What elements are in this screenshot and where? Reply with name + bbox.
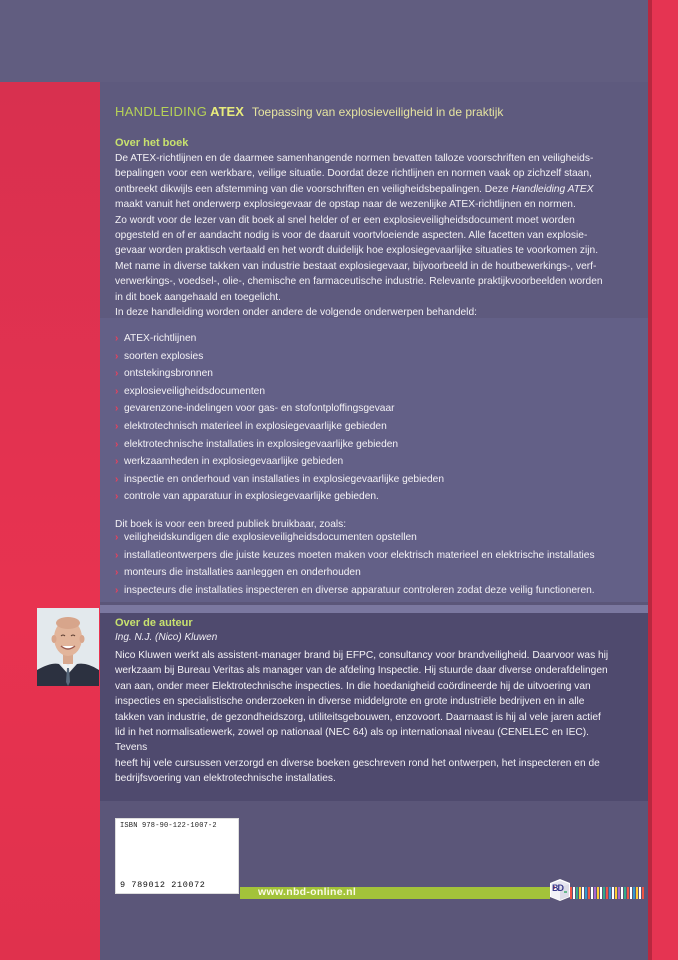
book-title-italic: Handleiding ATEX: [511, 183, 594, 195]
bullet-arrow-icon: ›: [115, 368, 119, 380]
topic-item: [115, 365, 620, 383]
audience-item-text: installatieontwerpers die juiste keuzes moeten maken voor elektrisch materieel en elektrische installaties: [124, 549, 595, 561]
topic-item: [115, 418, 620, 436]
about-book-line: [115, 182, 620, 197]
topic-item: [115, 383, 620, 401]
about-book-line: bepalingen voor een werkbare, veilige situatie. Doordat deze richtlijnen en normen vaak op zichzelf staan,: [115, 168, 592, 180]
bullet-arrow-icon: ›: [115, 473, 119, 485]
decorative-color-stripe: [570, 887, 646, 899]
topic-item-text: inspectie en onderhoud van installaties in explosiegevaarlijke gebieden: [124, 473, 444, 485]
topic-item: [115, 330, 620, 348]
audience-item: [115, 582, 620, 600]
audience-item-text: inspecteurs die installaties inspecteren en diverse apparatuur controleren zodat deze veilig functioneren.: [124, 584, 595, 596]
spine-edge: [648, 0, 652, 960]
topic-item-text: elektrotechnische installaties in explosiegevaarlijke gebieden: [124, 438, 399, 450]
barcode-digits: 9 789012 210072: [120, 880, 206, 890]
topic-item-text: controle van apparatuur in explosiegevaarlijke gebieden.: [124, 491, 379, 503]
left-red-gradient: [0, 82, 100, 960]
about-book-heading: Over het boek: [115, 137, 189, 149]
about-author-line: lid in het normalisatiewerk, zowel op nationaal (NEC 64) als op internationaal niveau (CENELEC en IEC). Tevens: [115, 727, 589, 754]
about-author-text: [115, 648, 620, 787]
audience-item-text: veiligheidskundigen die explosieveiligheidsdocumenten opstellen: [124, 532, 417, 543]
about-author-heading: Over de auteur: [115, 617, 193, 629]
about-book-line-part: ontbreekt dikwijls een afstemming van die voorschriften en veiligheidsbepalingen. Deze Handleiding ATEX: [115, 183, 594, 195]
about-author-line: bedrijfsvoering van elektrotechnische installaties.: [115, 773, 336, 785]
bullet-arrow-icon: ›: [115, 491, 119, 503]
bullet-arrow-icon: ›: [115, 420, 119, 432]
isbn-barcode: [115, 818, 239, 894]
author-separator: [100, 605, 648, 613]
bullet-arrow-icon: ›: [115, 350, 119, 362]
topic-item: [115, 453, 620, 471]
topics-list: [115, 330, 620, 506]
about-book-line: De ATEX-richtlijnen en de daarmee samenhangende normen bevatten talloze voorschriften en veiligheids-: [115, 153, 594, 164]
bullet-arrow-icon: ›: [115, 333, 119, 344]
bullet-arrow-icon: ›: [115, 385, 119, 397]
isbn-text: ISBN 978-90-122-1007-2: [120, 822, 217, 830]
topic-item-text: explosieveiligheidsdocumenten: [124, 385, 266, 397]
topic-item-text: ATEX-richtlijnen: [124, 333, 197, 344]
author-name: Ing. N.J. (Nico) Kluwen: [115, 632, 218, 643]
about-author-line: takken van industrie, de gezondheidszorg, utiliteitsgebouwen, enzovoort. Daarnaast is hij al vele jaren actief: [115, 711, 601, 723]
barcode-bars: [122, 832, 232, 878]
about-book-line: in dit boek aangehaald en toegelicht.: [115, 291, 281, 303]
topic-item: [115, 348, 620, 366]
spine-red-band: [648, 0, 678, 960]
topic-item: [115, 400, 620, 418]
about-book-text: [115, 151, 620, 320]
topic-item-text: ontstekingsbronnen: [124, 368, 213, 380]
bullet-arrow-icon: ›: [115, 438, 119, 450]
about-book-line: Zo wordt voor de lezer van dit boek al snel helder of er een explosieveiligheidsdocument moet worden: [115, 214, 575, 226]
topic-item-text: elektrotechnisch materieel in explosiegevaarlijke gebieden: [124, 420, 387, 432]
about-author-line: werkzaam bij Bureau Veritas als manager van de afdeling Inspectie. Hij stuurde daar diverse onderafdelingen: [115, 665, 608, 677]
bullet-arrow-icon: ›: [115, 549, 119, 561]
author-photo: [37, 608, 99, 686]
about-author-line: heeft hij vele cursussen verzorgd en diverse boeken geschreven rond het ontwerpen, het inspecteren en de: [115, 757, 600, 769]
about-book-line: maakt vanuit het onderwerp explosiegevaar de opstap naar de wezenlijke ATEX-richtlijnen en normen.: [115, 199, 576, 211]
audience-item: [115, 547, 620, 565]
title-handleiding: HANDLEIDING: [115, 104, 208, 119]
left-red-band: [0, 82, 100, 960]
audience-item-text: monteurs die installaties aanleggen en onderhouden: [124, 567, 361, 579]
about-author-line: Nico Kluwen werkt als assistent-manager brand bij EFPC, consultancy voor brandveiligheid. Daarvoor was hij: [115, 650, 609, 661]
topic-item-text: soorten explosies: [124, 350, 204, 362]
audience-intro: Dit boek is voor een breed publiek bruikbaar, zoals:: [115, 519, 347, 530]
about-book-line: Met name in diverse takken van industrie bestaat explosiegevaar, bijvoorbeeld in de houtbewerkings-, verf-: [115, 260, 597, 272]
author-portrait-icon: [37, 608, 99, 686]
website-link[interactable]: www.nbd-online.nl: [258, 886, 357, 898]
bullet-arrow-icon: ›: [115, 567, 119, 579]
bullet-arrow-icon: ›: [115, 403, 119, 415]
about-book-line: gevaar worden praktisch vertaald en het wordt duidelijk hoe explosiegevaarlijke situaties te voorkomen zijn.: [115, 245, 599, 257]
topic-item-text: gevarenzone-indelingen voor gas- en stofontploffingsgevaar: [124, 403, 395, 415]
bullet-arrow-icon: ›: [115, 584, 119, 596]
title-atex: ATEX: [210, 104, 244, 119]
book-subtitle: Toepassing van explosieveiligheid in de praktijk: [251, 105, 504, 119]
topic-item: [115, 488, 620, 506]
book-title: [115, 104, 503, 119]
bullet-arrow-icon: ›: [115, 456, 119, 468]
about-book-line: opgesteld en of er aandacht nodig is voor de daaruit voortvloeiende aspecten. Alle facetten van explosie-: [115, 230, 588, 242]
audience-item: [115, 564, 620, 582]
top-band: [0, 0, 648, 82]
audience-list: [115, 529, 620, 599]
about-author-line: inspecties en specialistische onderzoeken in diverse middelgrote en grote industriële bedrijven en in alle: [115, 696, 585, 708]
bullet-arrow-icon: ›: [115, 532, 119, 543]
about-book-line: verwerkings-, voedsel-, olie-, chemische en farmaceutische industrie. Relevante praktijkvoorbeelden worden: [115, 276, 603, 288]
topics-intro: In deze handleiding worden onder andere de volgende onderwerpen behandeld:: [115, 307, 477, 319]
topic-item: [115, 471, 620, 489]
audience-item: [115, 529, 620, 547]
about-author-line: van aan, onder meer Elektrotechnische inspecties. In die hoedanigheid coördineerde hij de uitvoering van: [115, 680, 591, 692]
publisher-logo-letters: BD: [552, 883, 563, 893]
topic-item-text: werkzaamheden in explosiegevaarlijke gebieden: [124, 456, 344, 468]
topic-item: [115, 436, 620, 454]
